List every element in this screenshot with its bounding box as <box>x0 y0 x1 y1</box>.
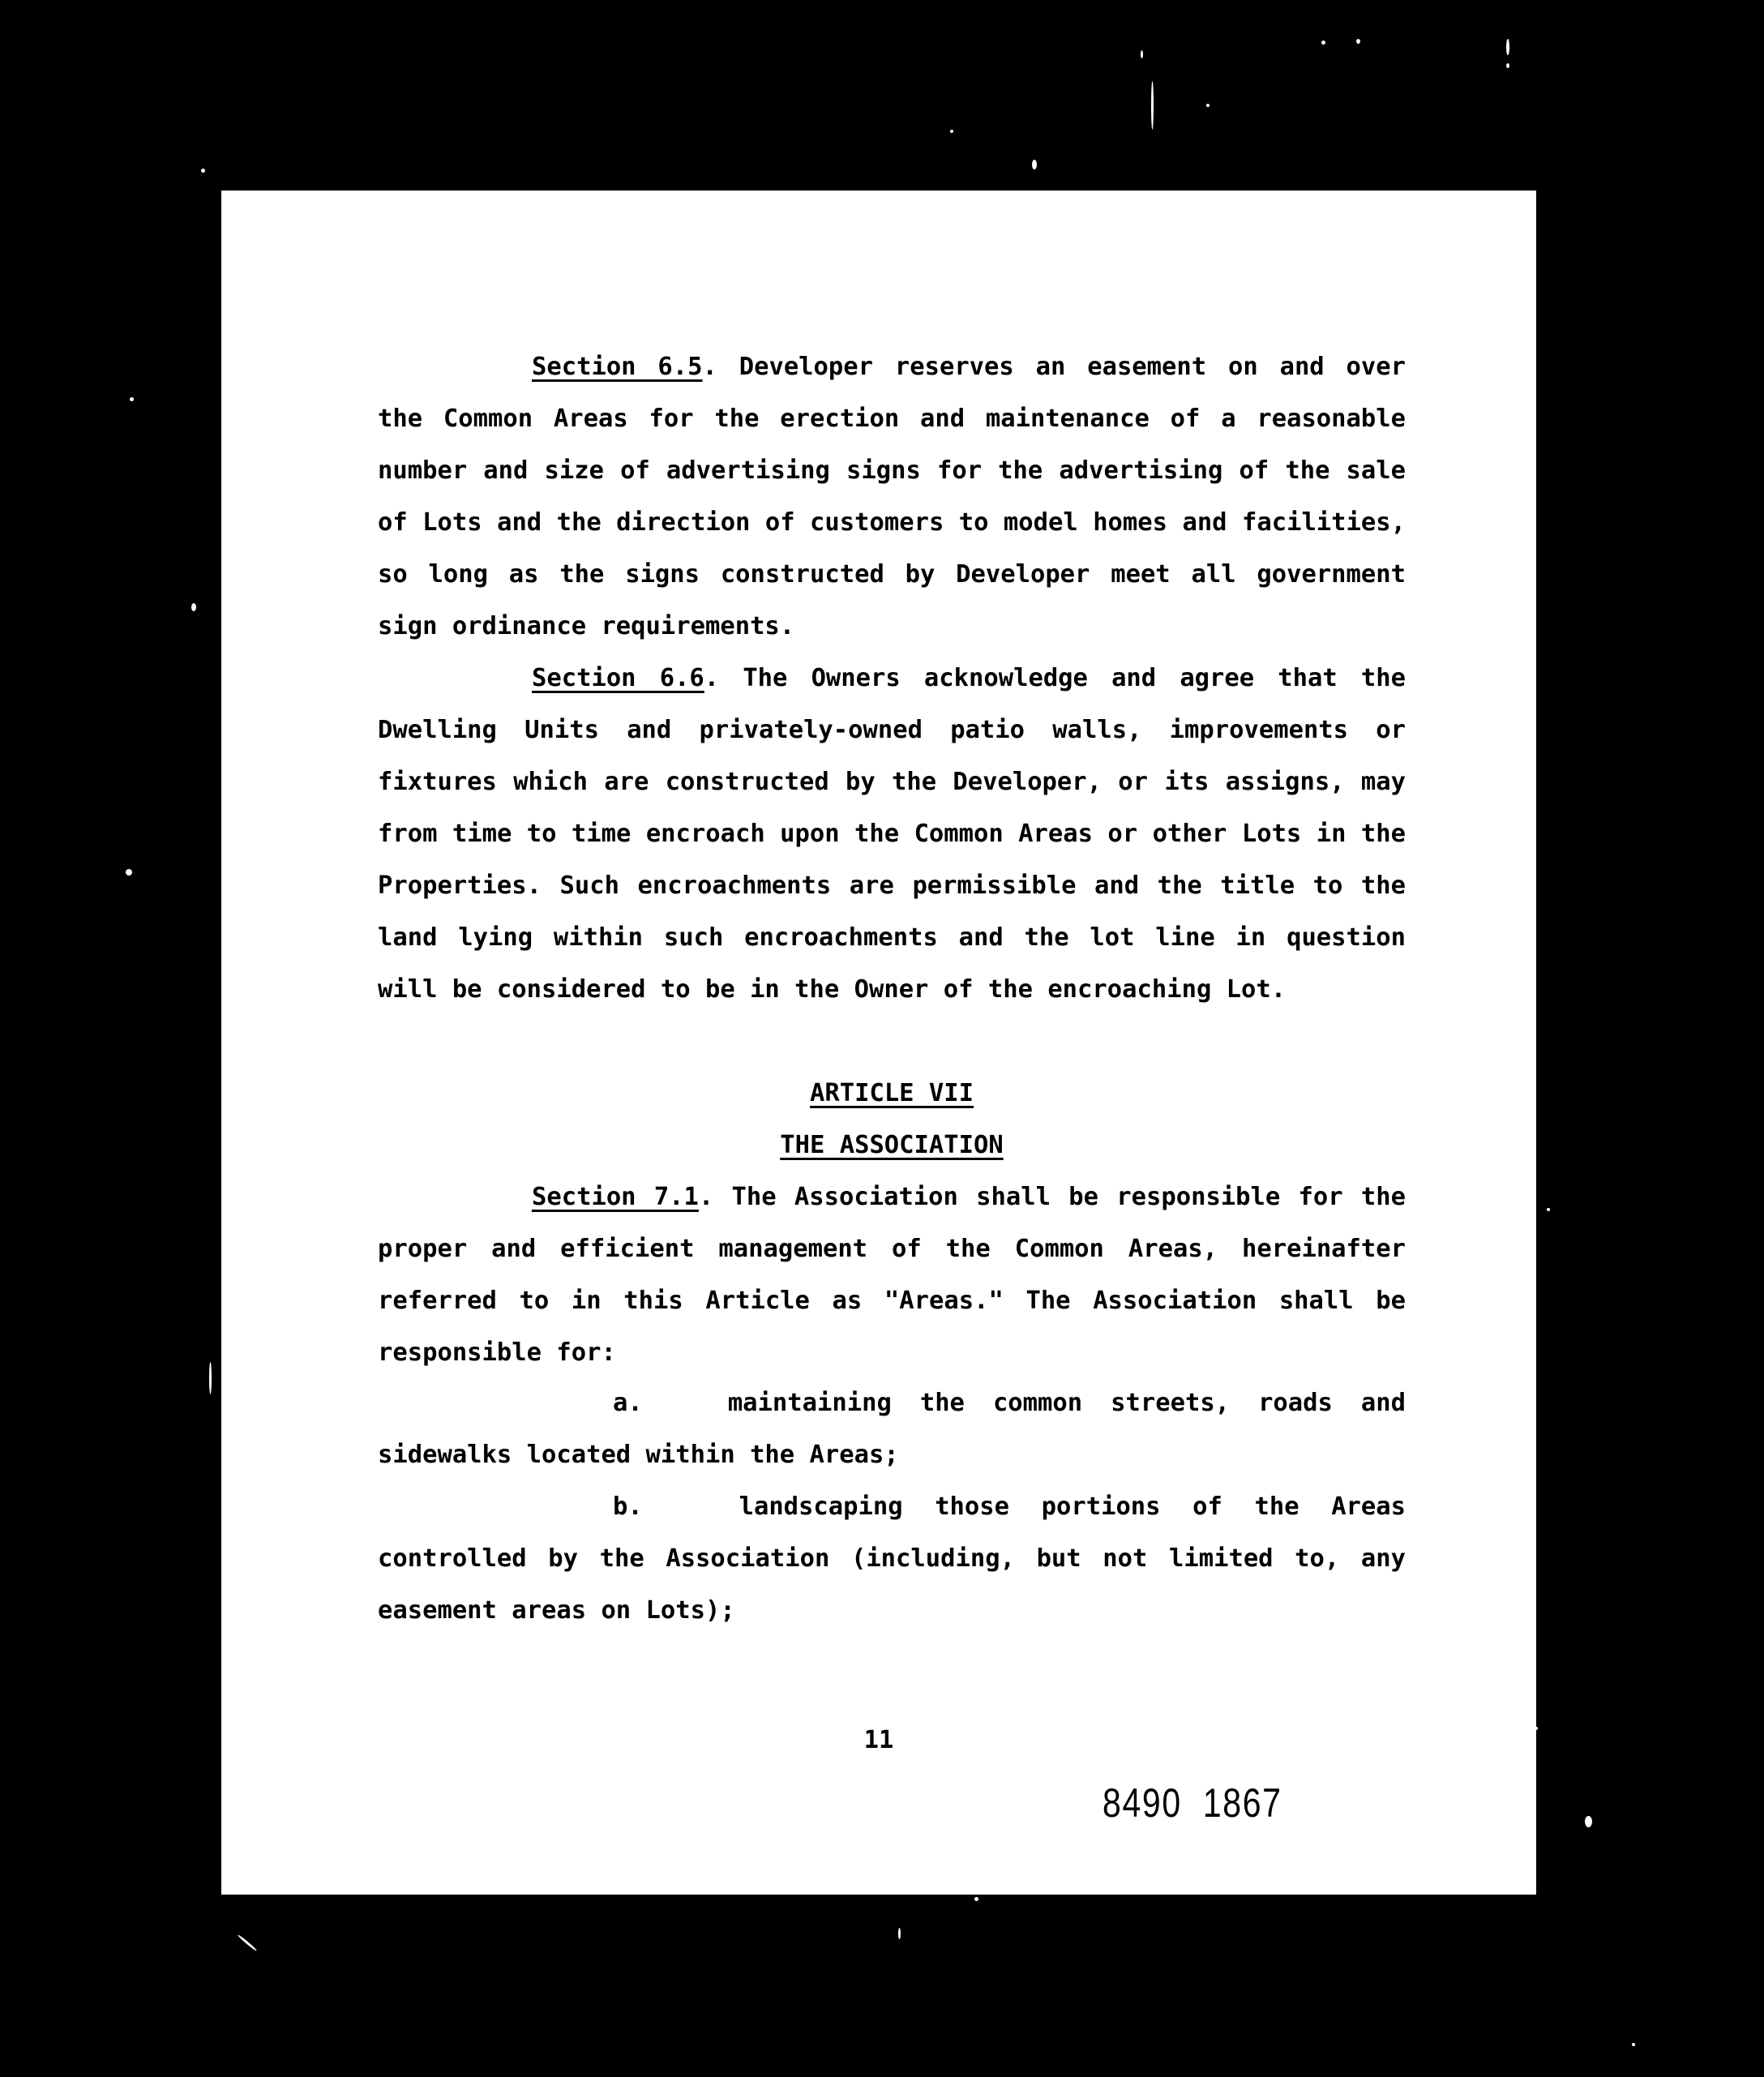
scan-speck <box>183 169 186 173</box>
scan-speck <box>1506 63 1509 68</box>
section-7-1-body: . The Association shall be responsible for the proper and efficient management of the Common Areas, hereinafter referred to in this Article as "Areas." The Association shall be responsible for: <box>378 1183 1406 1367</box>
section-6-6-heading: Section 6.6 <box>532 664 704 692</box>
recording-number: 8490 1867 <box>1102 1780 1282 1826</box>
list-item-text: landscaping those portions of the Areas controlled by the Association (including, but not limited to, any easement areas on Lots); <box>378 1492 1406 1625</box>
list-item-text: maintaining the common streets, roads and sidewalks located within the Areas; <box>378 1389 1406 1469</box>
section-6-5-body: . Developer reserves an easement on and over the Common Areas for the erection and maintenance of a reasonable number and size of advertising signs for the advertising of the sale of Lots and the direction of customers to model homes and facilities, so long as the signs constructed by Developer meet all government sign ordinance requirements. <box>378 353 1406 640</box>
scan-speck <box>974 1897 978 1901</box>
scan-speck <box>1506 39 1509 55</box>
section-6-5-paragraph <box>378 341 1406 653</box>
scan-speck <box>950 130 953 133</box>
document-page <box>221 191 1536 1895</box>
article-title-text: THE ASSOCIATION <box>780 1131 1004 1159</box>
scan-speck <box>238 1934 258 1952</box>
section-7-1-heading: Section 7.1 <box>532 1183 699 1211</box>
article-number <box>378 1068 1406 1120</box>
page-number: 11 <box>863 1726 894 1754</box>
section-6-5-heading: Section 6.5 <box>532 353 703 381</box>
list-item <box>378 1481 1406 1637</box>
scan-speck <box>1632 2043 1635 2046</box>
scan-speck <box>1547 1208 1550 1211</box>
scan-speck <box>1356 39 1360 44</box>
scan-speck <box>201 169 205 173</box>
scan-speck <box>1151 81 1154 130</box>
section-7-1-paragraph <box>378 1171 1406 1379</box>
list-item-marker: b. <box>613 1492 643 1521</box>
list-item <box>378 1377 1406 1481</box>
scan-speck <box>1206 104 1210 107</box>
scan-speck <box>130 397 134 401</box>
scan-speck <box>209 1362 212 1394</box>
article-title <box>378 1120 1406 1171</box>
scan-speck <box>1321 41 1325 45</box>
list-item-marker: a. <box>613 1389 643 1417</box>
scan-speck <box>1585 1816 1592 1827</box>
scan-speck <box>1141 50 1143 58</box>
section-6-6-paragraph <box>378 653 1406 1016</box>
scan-speck <box>191 603 196 611</box>
section-6-6-body: . The Owners acknowledge and agree that the Dwelling Units and privately-owned patio walls, improvements or fixtures which are constructed by the Developer, or its assigns, may from time to time encroach upon the Common Areas or other Lots in the Properties. Such encroachments are permissible and the title to the land lying within such encroachments and the lot line in question will be considered to be in the Owner of the encroaching Lot. <box>378 664 1406 1004</box>
scan-speck <box>1032 160 1037 169</box>
scan-speck <box>126 869 132 876</box>
scan-speck <box>898 1928 901 1939</box>
article-number-text: ARTICLE VII <box>810 1079 974 1107</box>
